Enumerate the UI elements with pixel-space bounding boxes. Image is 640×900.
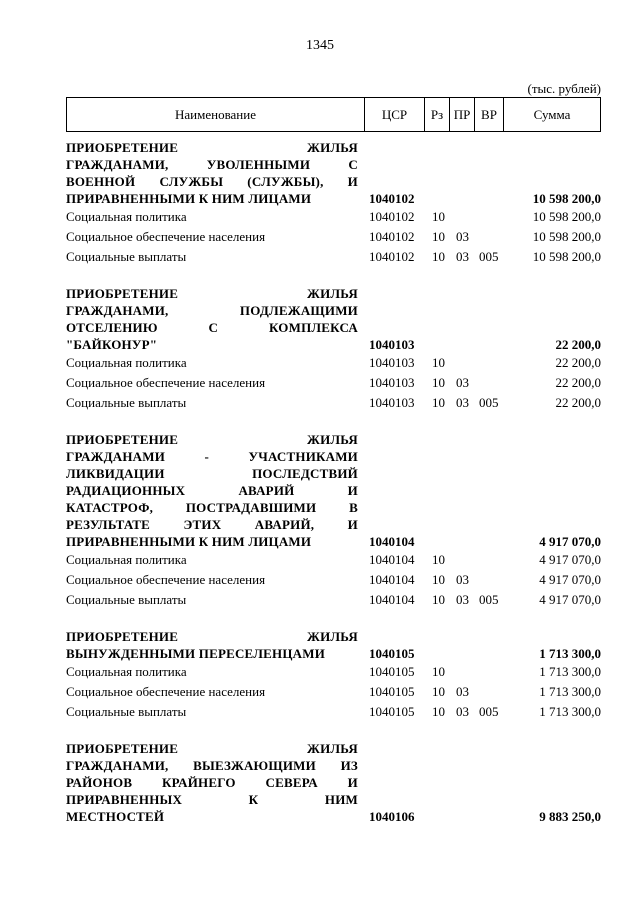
row-vr: 005 — [479, 395, 499, 410]
row-sum: 4 917 070,0 — [539, 552, 601, 567]
row-name: Социальное обеспечение населения — [66, 684, 266, 699]
heading-csr: 1040105 — [369, 646, 415, 661]
row-sum: 10 598 200,0 — [532, 209, 601, 224]
heading-line: ГРАЖДАНАМИ, УВОЛЕННЫМИ С — [66, 157, 358, 172]
row-csr: 1040102 — [369, 209, 415, 224]
table-row — [66, 207, 601, 227]
heading-sum: 10 598 200,0 — [532, 191, 601, 206]
row-vr: 005 — [479, 704, 499, 719]
row-name: Социальное обеспечение населения — [66, 229, 266, 244]
section-heading — [66, 431, 601, 550]
table-row — [66, 393, 601, 413]
header-vr: ВР — [475, 98, 504, 131]
row-pr: 03 — [456, 375, 469, 390]
row-rz: 10 — [432, 664, 445, 679]
row-pr: 03 — [456, 704, 469, 719]
row-rz: 10 — [432, 355, 445, 370]
table-body — [66, 139, 601, 843]
row-name: Социальные выплаты — [66, 592, 187, 607]
row-sum: 1 713 300,0 — [539, 664, 601, 679]
row-rz: 10 — [432, 229, 445, 244]
row-csr: 1040103 — [369, 355, 415, 370]
heading-line: ПРИРАВНЕННЫМИ К НИМ ЛИЦАМИ — [66, 534, 312, 549]
heading-sum: 22 200,0 — [555, 337, 601, 352]
heading-line: МЕСТНОСТЕЙ — [66, 809, 165, 824]
row-name: Социальные выплаты — [66, 704, 187, 719]
table-header — [66, 97, 601, 132]
row-sum: 22 200,0 — [555, 355, 601, 370]
heading-sum: 1 713 300,0 — [539, 646, 601, 661]
heading-totals — [66, 645, 601, 662]
heading-line: ГРАЖДАНАМИ, ПОДЛЕЖАЩИМИ — [66, 303, 358, 318]
heading-line: ПРИОБРЕТЕНИЕ ЖИЛЬЯ — [66, 286, 358, 301]
row-csr: 1040105 — [369, 684, 415, 699]
heading-line: ПРИОБРЕТЕНИЕ ЖИЛЬЯ — [66, 629, 358, 644]
table-row — [66, 373, 601, 393]
heading-line: ГРАЖДАНАМИ - УЧАСТНИКАМИ — [66, 449, 358, 464]
row-rz: 10 — [432, 684, 445, 699]
heading-totals — [66, 190, 601, 207]
table-row — [66, 590, 601, 610]
table-row — [66, 662, 601, 682]
row-csr: 1040103 — [369, 395, 415, 410]
heading-csr: 1040104 — [369, 534, 415, 549]
heading-line: РЕЗУЛЬТАТЕ ЭТИХ АВАРИЙ, И — [66, 517, 358, 532]
row-pr: 03 — [456, 395, 469, 410]
heading-totals — [66, 336, 601, 353]
row-rz: 10 — [432, 209, 445, 224]
table-row — [66, 353, 601, 373]
row-csr: 1040104 — [369, 592, 415, 607]
header-name: Наименование — [67, 98, 365, 131]
row-name: Социальное обеспечение населения — [66, 375, 266, 390]
row-rz: 10 — [432, 572, 445, 587]
heading-line: ВЫНУЖДЕННЫМИ ПЕРЕСЕЛЕНЦАМИ — [66, 646, 326, 661]
row-csr: 1040104 — [369, 572, 415, 587]
section-heading — [66, 139, 601, 207]
heading-csr: 1040102 — [369, 191, 415, 206]
heading-line: ПРИОБРЕТЕНИЕ ЖИЛЬЯ — [66, 140, 358, 155]
budget-section — [66, 431, 601, 610]
table-row — [66, 702, 601, 722]
table-row — [66, 682, 601, 702]
row-sum: 1 713 300,0 — [539, 684, 601, 699]
heading-totals — [66, 808, 601, 825]
row-pr: 03 — [456, 572, 469, 587]
row-pr: 03 — [456, 229, 469, 244]
row-csr: 1040105 — [369, 664, 415, 679]
heading-totals — [66, 533, 601, 550]
table-row — [66, 570, 601, 590]
heading-sum: 9 883 250,0 — [539, 809, 601, 824]
heading-line: ЛИКВИДАЦИИ ПОСЛЕДСТВИЙ — [66, 466, 358, 481]
row-name: Социальная политика — [66, 209, 187, 224]
row-name: Социальная политика — [66, 355, 187, 370]
section-heading — [66, 740, 601, 825]
row-csr: 1040102 — [369, 229, 415, 244]
row-vr: 005 — [479, 592, 499, 607]
row-sum: 1 713 300,0 — [539, 704, 601, 719]
table-row — [66, 247, 601, 267]
row-sum: 22 200,0 — [555, 375, 601, 390]
heading-line: ПРИОБРЕТЕНИЕ ЖИЛЬЯ — [66, 741, 358, 756]
row-name: Социальные выплаты — [66, 395, 187, 410]
budget-section — [66, 139, 601, 267]
budget-section — [66, 740, 601, 825]
section-heading — [66, 285, 601, 353]
row-sum: 4 917 070,0 — [539, 592, 601, 607]
heading-sum: 4 917 070,0 — [539, 534, 601, 549]
row-sum: 10 598 200,0 — [532, 249, 601, 264]
heading-csr: 1040103 — [369, 337, 415, 352]
heading-line: КАТАСТРОФ, ПОСТРАДАВШИМИ В — [66, 500, 358, 515]
row-vr: 005 — [479, 249, 499, 264]
row-name: Социальные выплаты — [66, 249, 187, 264]
page-number: 1345 — [306, 38, 334, 53]
heading-line: РАДИАЦИОННЫХ АВАРИЙ И — [66, 483, 358, 498]
row-pr: 03 — [456, 249, 469, 264]
row-name: Социальная политика — [66, 552, 187, 567]
section-heading — [66, 628, 601, 662]
row-csr: 1040103 — [369, 375, 415, 390]
budget-section — [66, 628, 601, 722]
row-pr: 03 — [456, 684, 469, 699]
row-sum: 10 598 200,0 — [532, 229, 601, 244]
row-pr: 03 — [456, 592, 469, 607]
row-csr: 1040102 — [369, 249, 415, 264]
heading-line: ГРАЖДАНАМИ, ВЫЕЗЖАЮЩИМИ ИЗ — [66, 758, 358, 773]
heading-line: ОТСЕЛЕНИЮ С КОМПЛЕКСА — [66, 320, 358, 335]
budget-section — [66, 285, 601, 413]
row-name: Социальная политика — [66, 664, 187, 679]
header-csr: ЦСР — [365, 98, 425, 131]
row-sum: 4 917 070,0 — [539, 572, 601, 587]
heading-line: ПРИРАВНЕННЫМИ К НИМ ЛИЦАМИ — [66, 191, 312, 206]
units-label: (тыс. рублей) — [527, 81, 601, 96]
row-rz: 10 — [432, 395, 445, 410]
row-sum: 22 200,0 — [555, 395, 601, 410]
table-row — [66, 227, 601, 247]
header-rz: Рз — [425, 98, 450, 131]
header-sum: Сумма — [533, 107, 571, 122]
row-rz: 10 — [432, 704, 445, 719]
heading-line: РАЙОНОВ КРАЙНЕГО СЕВЕРА И — [66, 775, 358, 790]
row-csr: 1040105 — [369, 704, 415, 719]
heading-line: ВОЕННОЙ СЛУЖБЫ (СЛУЖБЫ), И — [66, 174, 358, 189]
row-rz: 10 — [432, 249, 445, 264]
heading-csr: 1040106 — [369, 809, 415, 824]
heading-line: "БАЙКОНУР" — [66, 337, 158, 352]
heading-line: ПРИРАВНЕННЫХ К НИМ — [66, 792, 358, 807]
row-name: Социальное обеспечение населения — [66, 572, 266, 587]
row-csr: 1040104 — [369, 552, 415, 567]
row-rz: 10 — [432, 375, 445, 390]
row-rz: 10 — [432, 592, 445, 607]
heading-line: ПРИОБРЕТЕНИЕ ЖИЛЬЯ — [66, 432, 358, 447]
table-row — [66, 550, 601, 570]
row-rz: 10 — [432, 552, 445, 567]
header-pr: ПР — [450, 98, 475, 131]
